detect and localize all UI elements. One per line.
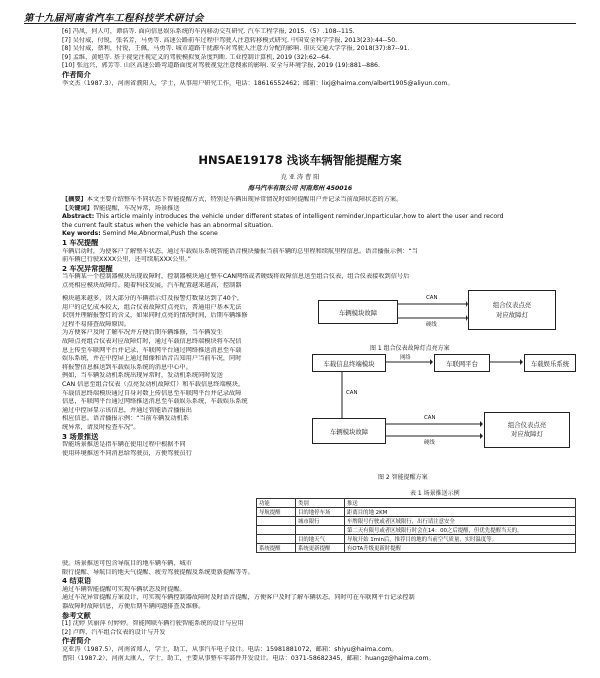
table-header-cell: 类别 [296,499,345,508]
table-cell: 系统更新提醒 [296,544,345,553]
keywords-cn-text: 智能提醒，车况异常，场景推送 [92,204,180,212]
fig1-box-cluster: 组合仪表点亮 对应故障灯 [468,290,556,330]
figure-2-caption: 图 2 智能提醒方案 [378,474,428,481]
body-line: 通过车况异常提醒方案设计，可实现车辆控制器故障时及时语音提醒，方便客户及时了解车辆状态。同时可在车联网平台记录控制 [62,594,415,602]
table-cell [257,517,296,526]
body-line: 统异常，请及时检查车况”。 [62,423,140,431]
body-line: 娱乐系统，并在中控屏上通过图像和语音告知用户当前车况，同时 [62,355,242,363]
fig2-label-hardwire: 硬线 [424,440,435,446]
author-bio: 克亚涛（1987.5），河南省郑人，学士，助工，从事汽车电子设计。电话：15981881072，邮箱：shiyu@haima.com。 [62,645,398,653]
table-header-cell: 功能 [257,499,296,508]
author-intro-text: 李文杰（1987.3），河南省濮阳人，学士，从事用户研究工作，电话：18616552462；邮箱：lixj@haima.com/albert1905@aliyun.com。 [62,79,454,87]
reference-item: [8] 吴付威，蔡利，付锐，王佩，马勇等. 城市道路干扰源车对驾驶人注意力分配的影响. 重庆交通大学学报, 2018(37):87--91. [62,45,410,53]
abstract-cn-label: 【摘要】 [62,196,87,203]
keywords-en-text: Semind Me,Abnormal,Push the scene [102,230,218,238]
body-line: CAN 信息至组合仪表（点亮发动机故障灯）和车载信息终端模块， [62,380,245,388]
body-line: 相应信息。语音播报示例：“当前车辆发动机系 [62,415,189,423]
table-cell [257,526,296,535]
body-line: 智能场景推送是指车辆在使用过程中根据不同 [62,441,186,449]
conference-header: 第十九届河南省汽车工程科技学术研讨会 [24,13,205,24]
fig1-label-can: CAN [426,295,438,301]
abstract-en-line1: This article mainly introduces the vehicle under different states of intelligent reminder,Inparticular,how to alert the user and record [96,213,504,221]
reference-item: [7] 吴付威，付锐，张名芳，马勇等. 高速公路前车过程中驾驶人注意转移模式研究. 中国安全科学学报, 2013(23):44--50. [62,36,398,44]
table-1-caption: 表 1 场景推送示例 [410,490,460,497]
fig2-box-iov-platform: 车联网平台 [434,354,490,372]
table-cell: 导航开始 1min后，推荐目的地的当前空气质量，实时温度等。 [345,535,576,544]
table-cell: 车牌限号行驶或者区域限行，出行请注意安全 [345,517,576,526]
body-line: 前车辆已行驶XXXX公里，还可续航XXX公里。” [62,256,191,264]
reference-item: [10] 张远兴，郭芳等. 山区高速公路弯道路面度对驾驶视觉注意搜索的影响. 安全与环境学报, 2019 (19):881--886. [62,62,380,70]
fig2-label-network: 网络 [400,355,411,361]
body-line: 用户的记忆成本较大，组合仪表故障灯点亮后，普通用户基本无法 [62,303,242,311]
body-line: 模块越来越多，因大部分的车辆指示灯及报警灯数量达到了40个， [62,295,244,302]
table-header-cell: 推送 [345,499,576,508]
table-cell: 系统提醒 [257,544,296,553]
fig1-box-vehicle-fault: 车辆模块故障 [318,300,398,324]
body-line: 故障点亮组合仪表对应故障灯时，通过车载信息终端模块将车况信 [62,337,242,345]
header-rule [24,23,576,24]
affiliation: 海马汽车有限公司 河南郑州 450016 [247,185,353,192]
body-line: 点亮相应模块故障灯。随着科技发展，汽车配置越来越高，控制器 [62,281,242,289]
references-top [62,28,576,88]
table-row [257,526,576,535]
body-line: 车载信息终端模块通过自身对数上传信息至车联网平台并记录故障 [62,389,242,397]
body-line: 驶。场景推送可包含导航目的地车辆车辆、城市 [62,560,192,567]
body-line: 车辆启动时，为使客户了解整车状态，通过车载娱乐系统智能语音模块播报当前车辆的总里程和续航里程信息。语音播报示例：“当 [62,247,418,255]
author-bio-heading: 作者简介 [62,637,91,646]
table-row [257,508,576,517]
reference-item: [1] 沈婷 贝丽萍 付婷婷。智能网联车辆行驶智能系统的设计与应用 [62,620,244,628]
table-cell: 城市限行 [296,517,345,526]
reference-item: [6] 冯凤，何人可，谭浩等. 面向信息娱乐系统的车内移动交互研究. 汽车工程学报, 2015.（5）.108--115. [62,28,355,35]
section-3-title: 3 场景推送 [62,432,99,441]
body-line: 为方便客户及时了解车况并方便后期车辆维修，当车辆发生 [62,329,223,337]
body-line: 将报警信息推送到车载娱乐系统的消息中心中。 [62,363,192,371]
abstract-block [62,196,576,291]
fig1-arrows [318,286,578,342]
table-cell: 目的地天气 [296,535,345,544]
figure-2 [312,350,576,470]
body-line: 息上传至车联网平台并记录，车联网平台通过网络推送消息至车载 [62,346,242,354]
section-2-left-column [62,295,310,458]
fig2-box-vehicle-fault: 车辆模块故障 [312,418,386,444]
section-1-title: 1 车况提醒 [62,238,99,247]
table-row [257,535,576,544]
body-line: 通过车辆智能提醒可实现车辆状态及时提醒。 [62,585,186,593]
fig1-label-hardwire: 硬线 [426,322,437,328]
fig2-label-can-vertical: CAN [346,390,358,396]
body-line: 识别并理解报警灯的含义，如果同时点亮的情况时间，后期车辆维修 [62,312,248,320]
keywords-en-label: Key words: [62,230,101,238]
fig2-label-can: CAN [424,415,436,421]
table-1 [256,498,576,553]
table-cell: 第二天有限号或者区域限行时会在14：00之后提醒，但优先提醒当天的。 [345,526,576,535]
abstract-cn-text: 本文主要介绍整车不同状态下智能提醒方式，特别是车辆出现异常情况时如何提醒用户并记录当前故障状态的方案。 [86,196,403,203]
table-row [257,544,576,553]
body-line: 限行提醒、导航目的地天气提醒、疲劳驾驶提醒及系统更新提醒等等。 [62,568,254,576]
body-line: 通过中控屏显示该信息，并通过智能语音播报出 [62,406,192,414]
fig2-box-cluster: 组合仪表点亮 对应故障灯 [484,412,570,448]
author-intro-heading: 作者简介 [62,70,91,79]
table-cell: 有OTA升级更新时提醒 [345,544,576,553]
reference-item: [2] 卢辉，汽车组合仪表的设计与开发 [62,628,166,636]
body-line: 当车辆某一个控制器模块出现故障时，控制器模块通过整车CAN网络或者硬线将故障信息送至组合仪表，组合仪表接收到信号后 [62,273,410,281]
table-row [257,517,576,526]
body-line: 器故障时故障信息，方便后期车辆问题排查及维修。 [62,602,205,610]
body-line: 使用环境推送不同消息给驾驶员，方便驾驶员行 [62,449,192,457]
body-line: 例如，当车辆发动机系统出现异常时，发动机系统同时发送 [62,372,223,380]
paper-title: HNSAE19178 浅谈车辆智能提醒方案 [198,153,402,167]
fig2-box-infotainment: 车载娱乐系统 [524,354,576,372]
abstract-en-label: Abstract: [62,213,95,221]
table-cell: 目的地停车场 [296,508,345,517]
reference-item: [9] 孟维，黄旭等. 基于视觉注视定义的驾驶模拟复杂度判断. 工业控制计算机, 2019 (32):62--64. [62,53,332,61]
section-4-title: 4 结束语 [62,577,92,586]
abstract-en-line2: the current fault status when the vehicle has an abnormal situation. [62,221,274,229]
table-header-row [257,499,576,508]
table-cell [257,535,296,544]
lower-body [62,560,576,663]
fig2-box-telematics-module: 车载信息终端模块 [312,354,386,372]
body-line: 过程不易排查故障原因。 [62,320,131,328]
references-heading: 参考文献 [62,611,91,620]
author-names: 克 亚 涛 曹 阳 [280,174,320,181]
table-cell [296,526,345,535]
table-cell: 距离目的地 2KM [345,508,576,517]
body-line: 信息，车联网平台通过网络推送消息至车载娱乐系统，车载娱乐系统 [62,398,248,406]
figure-1-caption: 图 1 组合仪表故障灯点亮方案 [370,345,450,352]
table-cell: 导航提醒 [257,508,296,517]
figure-1 [318,286,578,342]
keywords-cn-label: 【关键词】 [62,204,93,212]
author-bio: 曹阳（1987.2），河南太康人，学士，助工，主要从事整车零部件开发设计。电话：0371-58682345，邮箱：huangz@haima.com。 [62,654,435,662]
section-2-title: 2 车况异常提醒 [62,264,113,273]
